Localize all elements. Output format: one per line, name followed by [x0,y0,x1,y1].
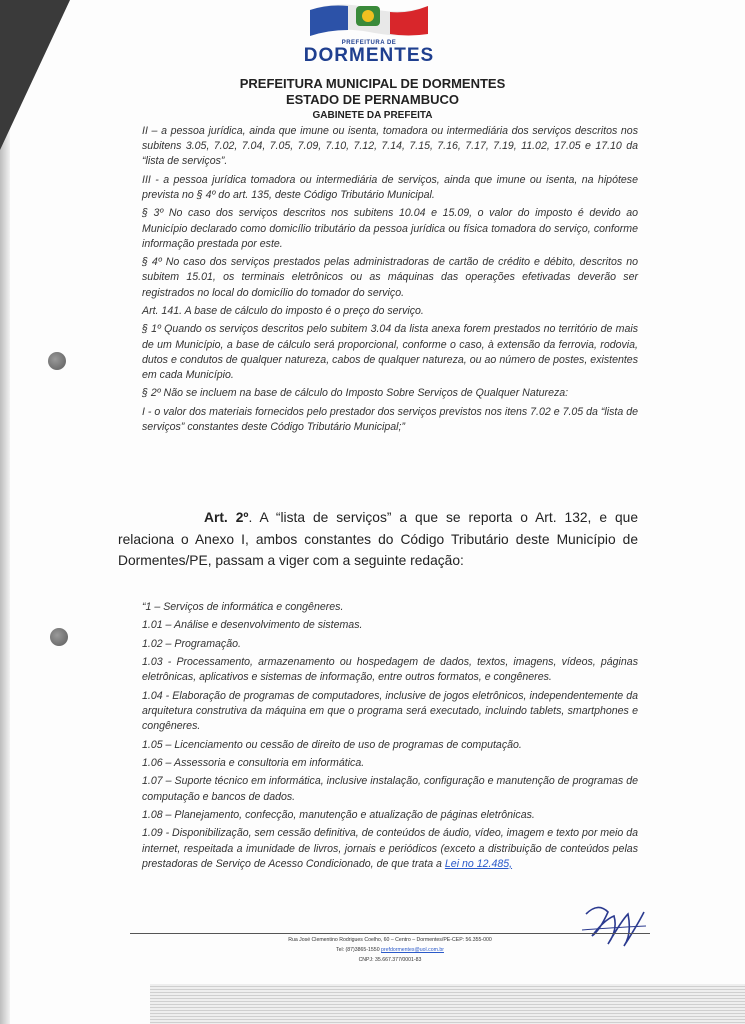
footer-divider [130,933,650,934]
list-item: 1.04 - Elaboração de programas de computadores, inclusive de jogos eletrônicos, independentemente da arquitetura construtiva da máquina em que o programa será executado, incluindo tablets, smartphones e congêneres. [142,689,638,733]
logo-subtitle: PREFEITURA DE [341,40,397,46]
paragraph: II – a pessoa jurídica, ainda que imune ou isenta, tomadora ou intermediária dos serviços descritos nos subitens 3.05, 7.02, 7.04, 7.05, 7.09, 7.10, 7.12, 7.14, 7.15, 7.16, 7.17, 7.19, 11.02, 17.05 e 17.10 da “lista de serviços”. [142,125,638,168]
law-link[interactable]: Lei no 12.485, [444,857,513,870]
article-2 [118,507,638,572]
list-item: 1.06 – Assessoria e consultoria em informática. [142,756,365,769]
header-state: ESTADO DE PERNAMBUCO [285,92,460,107]
paragraph: § 4º No caso dos serviços prestados pelas administradoras de cartão de crédito e débito, descritos no subitem 15.01, os terminais eletrônicos ou as máquinas das operações efetivadas deverão ser registrados no local do domicílio do tomador do serviço. [142,256,638,299]
header-title: PREFEITURA MUNICIPAL DE DORMENTES [239,76,506,91]
signature-icon [578,900,650,952]
paragraph: § 1º Quando os serviços descritos pelo subitem 3.04 da lista anexa forem prestados no território de mais de um Município, a base de cálculo será proporcional, conforme o caso, à extensão da ferrovia, rodovia, dutos e condutos de qualquer natureza, cabos de qualquer natureza, ou ao número de postes, existentes em cada Município. [142,323,638,381]
footer-cnpj: CNPJ: 35.667.377/0001-83 [358,957,422,963]
paragraph: III - a pessoa jurídica tomadora ou intermediária de serviços, ainda que imune ou isenta, na hipótese prevista no § 4º do art. 135, deste Código Tributário Municipal. [142,173,638,201]
footer-email[interactable]: prefdormentes@uol.com.br [381,947,444,953]
list-item: 1.01 – Análise e desenvolvimento de sistemas. [142,619,363,632]
list-item: “1 – Serviços de informática e congêneres. [142,601,344,613]
services-list [142,600,638,875]
page-edge [0,0,10,1024]
flag-logo-icon [308,0,430,38]
municipal-logo [296,0,442,72]
list-item: 1.05 – Licenciamento ou cessão de direito de uso de programas de computação. [142,738,522,751]
list-item: 1.08 – Planejamento, confecção, manutenção e atualização de páginas eletrônicas. [142,808,535,821]
list-item: 1.02 – Programação. [142,637,241,650]
paragraph: Art. 141. A base de cálculo do imposto é o preço do serviço. [142,304,424,317]
list-item: 1.03 - Processamento, armazenamento ou hospedagem de dados, textos, imagens, vídeos, páginas eletrônicas, aplicativos e sistemas de informação, entre outros formatos, e congêneres. [142,656,638,684]
punch-hole [50,628,68,646]
stacked-pages-edge [150,984,745,1024]
footer-address: Rua José Clementino Rodrigues Coelho, 60 – Centro – Dormentes/PE-CEP: 56.355-000 [288,937,492,943]
folded-corner [0,0,70,150]
list-item: 1.07 – Suporte técnico em informática, inclusive instalação, configuração e manutenção de programas de computação e bancos de dados. [142,775,638,803]
punch-hole [48,352,66,370]
paragraph: § 2º Não se incluem na base de cálculo do Imposto Sobre Serviços de Qualquer Natureza: [142,387,569,400]
paragraph: § 3º No caso dos serviços descritos nos subitens 10.04 e 15.09, o valor do imposto é devido ao Município declarado como domicílio tributário da pessoa jurídica ou física tomadora do serviço, conforme informação prestada por este. [142,207,638,250]
paragraph: I - o valor dos materiais fornecidos pelo prestador dos serviços previstos nos itens 7.02 e 7.05 da “lista de serviços” constantes deste Código Tributário Municipal;” [142,405,638,433]
article-2-label: Art. 2º [204,510,249,525]
header-office: GABINETE DA PREFEITA [312,110,433,121]
footer-contact [190,947,590,953]
logo-name: DORMENTES [303,45,435,66]
article-2-text: . A “lista de serviços” a que se reporta o Art. 132, e que relaciona o Anexo I, ambos constantes do Código Tributário deste Município de Dormentes/PE, passam a viger com a seguinte redação: [118,510,638,568]
item-1-09-text: 1.09 - Disponibilização, sem cessão definitiva, de conteúdos de áudio, vídeo, imagem e texto por meio da internet, respeitada a imunidade de livros, jornais e periódicos (exceto a distribuição de conteúdos pelas prestadoras de Serviço de Acesso Condicionado, de que trata a [142,827,638,870]
list-item [142,826,638,872]
footer-phone: Tel: (87)3865-1550 [336,947,380,953]
law-text-block [142,124,638,438]
